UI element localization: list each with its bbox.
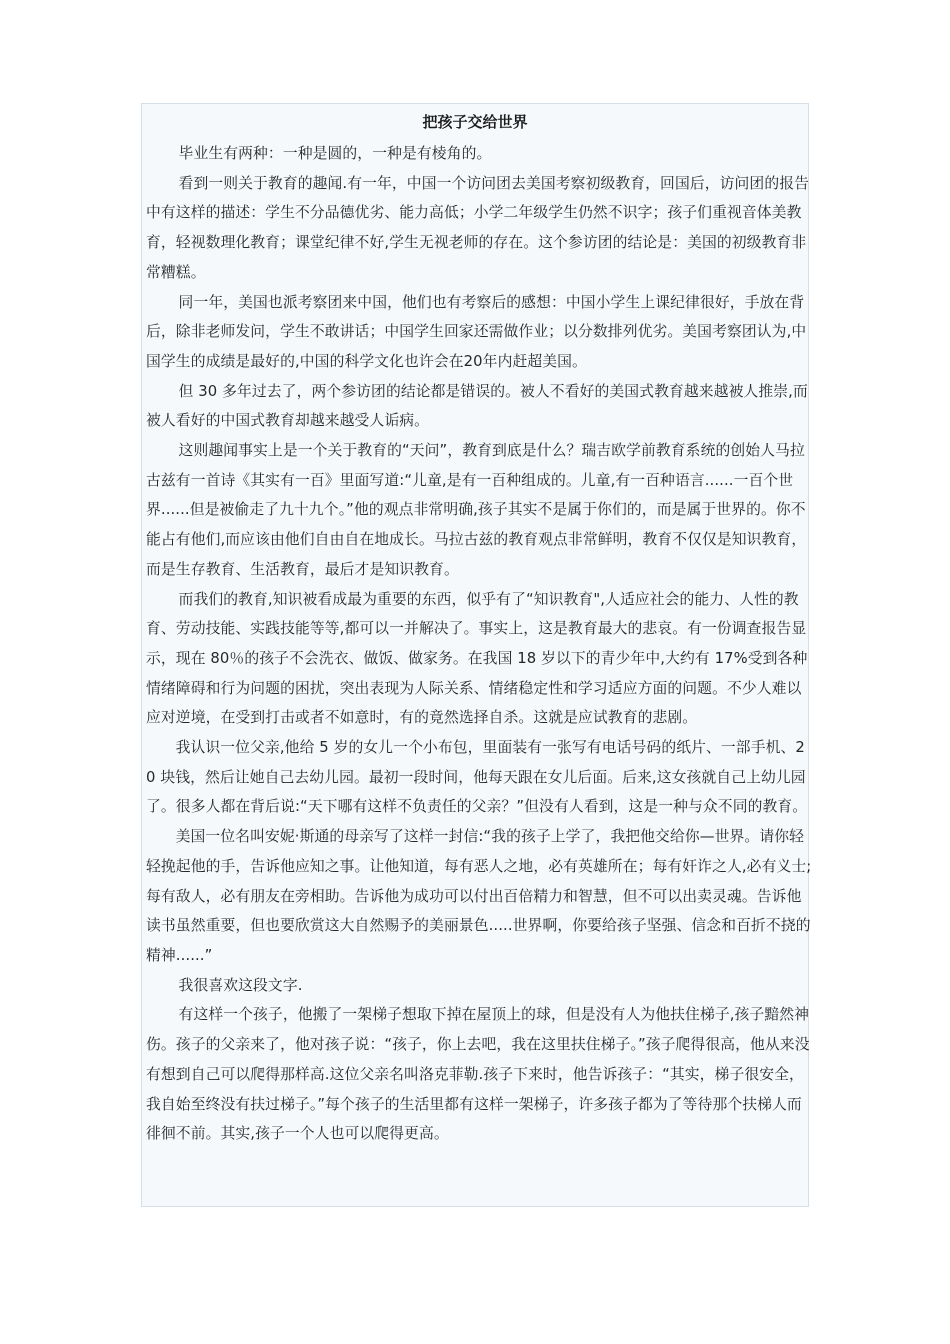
article-body (146, 139, 814, 1149)
paragraph-2: 看到一则关于教育的趣闻.有一年，中国一个访问团去美国考察初级教育，回国后，访问团的报告中有这样的描述：学生不分品德优劣、能力高低；小学二年级学生仍然不识字；孩子们重视音体美教育，轻视数理化教育；课堂纪律不好,学生无视老师的存在。这个参访团的结论是：美国的初级教育非常糟糕。 (146, 174, 810, 281)
paragraph-5: 这则趣闻事实上是一个关于教育的“天问”，教育到底是什么？瑞吉欧学前教育系统的创始人马拉古兹有一首诗《其实有一百》里面写道:“儿童,是有一百种组成的。儿童,有一百种语言......一百个世界......但是被偷走了九十九个。”他的观点非常明确,孩子其实不是属于你们的，而是属于世界的。你不能占有他们,而应该由他们自由自在地成长。马拉古兹的教育观点非常鲜明，教育不仅仅是知识教育，而是生存教育、生活教育，最后才是知识教育。 (146, 442, 807, 578)
article-container (141, 103, 812, 1207)
paragraph-8: 美国一位名叫安妮·斯通的母亲写了这样一封信:“我的孩子上学了，我把他交给你—世界。请你轻轻挽起他的手，告诉他应知之事。让他知道，每有恶人之地，必有英雄所在；每有奸诈之人,必有义士;每有敌人，必有朋友在旁相助。告诉他为成功可以付出百倍精力和智慧，但不可以出卖灵魂。告诉他读书虽然重要，但也要欣赏这大自然赐予的美丽景色.....世界啊，你要给孩子坚强、信念和百折不挠的精神......” (146, 828, 812, 964)
paragraph-4: 但 30 多年过去了，两个参访团的结论都是错误的。被人不看好的美国式教育越来越被人推崇,而被人看好的中国式教育却越来越受人诟病。 (146, 382, 808, 430)
paragraph-9: 我很喜欢这段文字. (178, 976, 303, 994)
paragraph-6: 而我们的教育,知识被看成最为重要的东西，似乎有了“知识教育",人适应社会的能力、人性的教育、劳动技能、实践技能等等,都可以一并解决了。事实上，这是教育最大的悲哀。有一份调查报告显示，现在 80％的孩子不会洗衣、做饭、做家务。在我国 18 岁以下的青少年中,大约有 17%受到各种情绪障碍和行为问题的困扰，突出表现为人际关系、情绪稳定性和学习适应方面的问题。不少人难以应对逆境，在受到打击或者不如意时，有的竟然选择自杀。这就是应试教育的悲剧。 (146, 590, 808, 727)
paragraph-3: 同一年，美国也派考察团来中国，他们也有考察后的感想：中国小学生上课纪律很好，手放在背后，除非老师发问，学生不敢讲话；中国学生回家还需做作业；以分数排列优劣。美国考察团认为,中国学生的成绩是最好的,中国的科学文化也许会在20年内赶超美国。 (146, 293, 807, 370)
article-title: 把孩子交给世界 (422, 113, 528, 131)
paragraph-1: 毕业生有两种：一种是圆的，一种是有棱角的。 (178, 145, 492, 162)
paragraph-10: 有这样一个孩子，他搬了一架梯子想取下掉在屋顶上的球，但是没有人为他扶住梯子,孩子黯然神伤。孩子的父亲来了，他对孩子说：“孩子，你上去吧，我在这里扶住梯子。”孩子爬得很高，他从来没有想到自己可以爬得那样高.这位父亲名叫洛克菲勒.孩子下来时，他告诉孩子：“其实，梯子很安全，我自始至终没有扶过梯子。”每个孩子的生活里都有这样一架梯子，许多孩子都为了等待那个扶梯人而徘徊不前。其实,孩子一个人也可以爬得更高。 (146, 1006, 810, 1143)
paragraph-7: 我认识一位父亲,他给 5 岁的女儿一个小布包，里面装有一张写有电话号码的纸片、一部手机、20 块钱，然后让她自己去幼儿园。最初一段时间，他每天跟在女儿后面。后来,这女孩就自己上幼儿园了。很多人都在背后说:“天下哪有这样不负责任的父亲？”但没有人看到，这是一种与众不同的教育。 (146, 739, 808, 816)
